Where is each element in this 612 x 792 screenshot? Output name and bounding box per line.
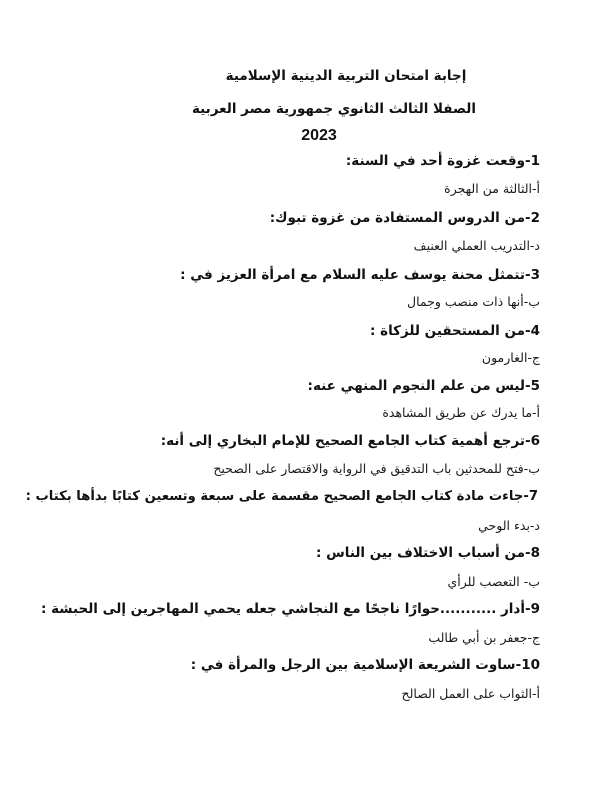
question-7: 7-جاءت مادة كتاب الجامع الصحيح مقسمة على سبعة وتسعين كتابًا بدأها بكتاب : — [25, 489, 538, 504]
page-title: إجابة امتحان التربية الدينية الإسلامية — [225, 68, 467, 84]
answer-9: ج-جعفر بن أبي طالب — [428, 630, 540, 645]
question-2: 2-من الدروس المستفادة من غزوة تبوك: — [269, 210, 540, 226]
answer-2: د-التدريب العملي العنيف — [413, 238, 540, 253]
question-8: 8-من أسباب الاختلاف بين الناس : — [316, 545, 540, 561]
answer-5: أ-ما يدرك عن طريق المشاهدة — [382, 405, 540, 420]
question-10: 10-ساوت الشريعة الإسلامية بين الرجل والمرأة في : — [190, 657, 540, 673]
answer-3: ب-أنها ذات منصب وجمال — [407, 294, 540, 309]
question-5: 5-ليس من علم النجوم المنهي عنه: — [307, 378, 540, 394]
exam-year: 2023 — [301, 127, 337, 144]
page-subtitle: الصفلا الثالث الثانوي جمهورية مصر العربية — [191, 101, 476, 117]
question-6: 6-ترجع أهمية كتاب الجامع الصحيح للإمام البخاري إلى أنه: — [160, 433, 540, 449]
question-9: 9-أدار ...........حوارًا ناجحًا مع النجاشي جعله يحمي المهاجرين إلى الحبشة : — [40, 601, 540, 617]
question-4: 4-من المستحقين للزكاة : — [370, 323, 540, 339]
question-3: 3-تتمثل محنة يوسف عليه السلام مع امرأة العزيز في : — [180, 267, 540, 283]
answer-10: أ-الثواب على العمل الصالح — [401, 686, 540, 701]
question-1: 1-وقعت غزوة أحد في السنة: — [345, 153, 540, 169]
answer-8: ب- التعصب للرأي — [447, 574, 540, 589]
answer-1: أ-الثالثة من الهجرة — [444, 181, 540, 196]
answer-6: ب-فتح للمحدثين باب التدقيق في الرواية والاقتصار على الصحيح — [213, 461, 540, 476]
answer-7: د-بدء الوحي — [478, 518, 540, 533]
answer-4: ج-الغارمون — [481, 350, 540, 365]
